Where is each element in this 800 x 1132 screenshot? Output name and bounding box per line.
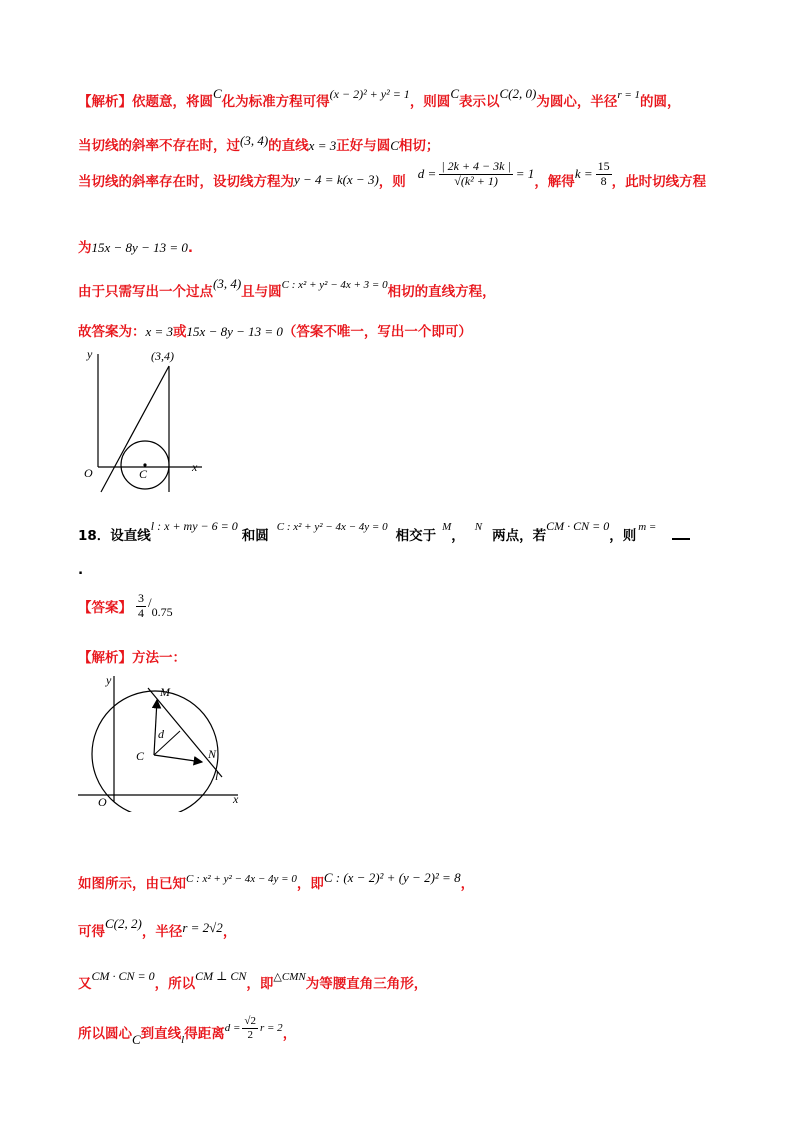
analysis-line-2: 当切线的斜率不存在时，过$^{(3, 4)}$的直线x = 3正好与圆C相切； [78,133,440,154]
analysis-line-4: 为15x − 8y − 13 = 0. [78,240,193,256]
chord-figure [78,672,258,812]
center-label: C [139,467,148,481]
y-axis-label: y [87,347,93,361]
l-label: l [215,769,219,783]
x-axis-label-2: x [233,792,239,806]
analysis-line-5: 由于只需写出一个过点$^{(3, 4)}$且与圆$^{C : x^2 + y^2 - 4x + 3 = 0}$相切的直线方程， [78,276,496,300]
origin-label: O [84,466,93,480]
answer-line: 故答案为：x = 3或15x − 8y − 13 = 0（答案不唯一，写出一个即可） [78,324,472,340]
d-label: d [158,727,164,741]
analysis-line-1: 【解析】依题意，将圆$^C$化为标准方程可得$^{(x - 2)^2 + y^2 = 1}$，则圆$^C$表示以$^{C(2, 0)}$为圆心，半径$^{r = 1}$的圆， [78,86,681,110]
distance-value: d = $\frac{√2}{2}$ r = 2 [224,1014,283,1041]
standard-equation: (x − 2)² + y² = 1 [329,87,410,101]
slope-value: k = $\frac{15}{8}$ [574,158,610,188]
line-equation: l : x + my − 6 = 0 [150,519,238,533]
analysis-18-line-1: 如图所示，由已知$^{C : x^2 + y^2 - 4x - 4y = 0}$，即$^{C : (x - 2)^2 + (y - 2)^2 = 8}$， [78,870,475,892]
point-label: (3,4) [151,349,174,363]
tangent-slanted [101,366,169,492]
m-label: M [160,685,170,699]
question-18: 18．设直线$^{l : x + my - 6 = 0}$和圆$^{C : x^2 + y^2 - 4x - 4y = 0}$相交于$^M$，$^N$两点，若$^{CM \cdot CN = 0}$，则$^{m =}$ [78,524,690,544]
origin-label-2: O [98,795,107,809]
x-axis-label: x [192,460,198,474]
question-number: 18． [78,528,111,544]
n-label: N [208,747,217,761]
answer-18: 【答案】 $\frac{3}{4}$ / 0.75 [78,591,173,620]
circle-equation: C : x² + y² − 4x − 4y = 0 [276,521,388,533]
answer-tag: 【答案】 [78,600,132,617]
dot-product: CM · CN = 0 [546,519,610,533]
distance-formula: d = $\frac{| 2k + 4 - 3k |}{\text{√(k² + 1)}}$ = 1 [417,158,535,188]
answer-blank [672,538,690,540]
analysis-18-header: 【解析】方法一： [78,650,186,666]
vector-cn [154,755,202,762]
tangent-figure [78,344,208,494]
analysis-18-line-3: 又$^{CM \cdot CN = 0}$，所以$^{CM \perp CN}$，即$^{\triangle CMN}$为等腰直角三角形， [78,969,428,992]
answer-decimal: 0.75 [151,604,173,619]
analysis-line-3: 当切线的斜率存在时，设切线方程为 y − 4 = k(x − 3) ，则 d = $\frac{| 2k + 4 - 3k |}{\text{√(k² + 1)}}$ = 1 ，解得 k = $\frac{15}{8}$ ，此时切线方程 [78,158,707,190]
circle-c-2 [92,691,218,812]
analysis-tag: 【解析】 [78,94,132,110]
center-label-2: C [136,749,145,763]
analysis-18-line-2: 可得$^{C(2, 2)}$，半径$^{r = 2√2}$， [78,916,237,940]
y-axis-label-2: y [106,673,112,687]
vector-cm [154,700,157,755]
analysis-18-line-4: 所以圆心 C 到直线 l 得距离 d = $\frac{√2}{2}$ r = 2 ， [78,1014,297,1047]
question-end-dot: . [78,562,84,578]
answer-fraction: $\frac{3}{4}$ [138,591,144,620]
